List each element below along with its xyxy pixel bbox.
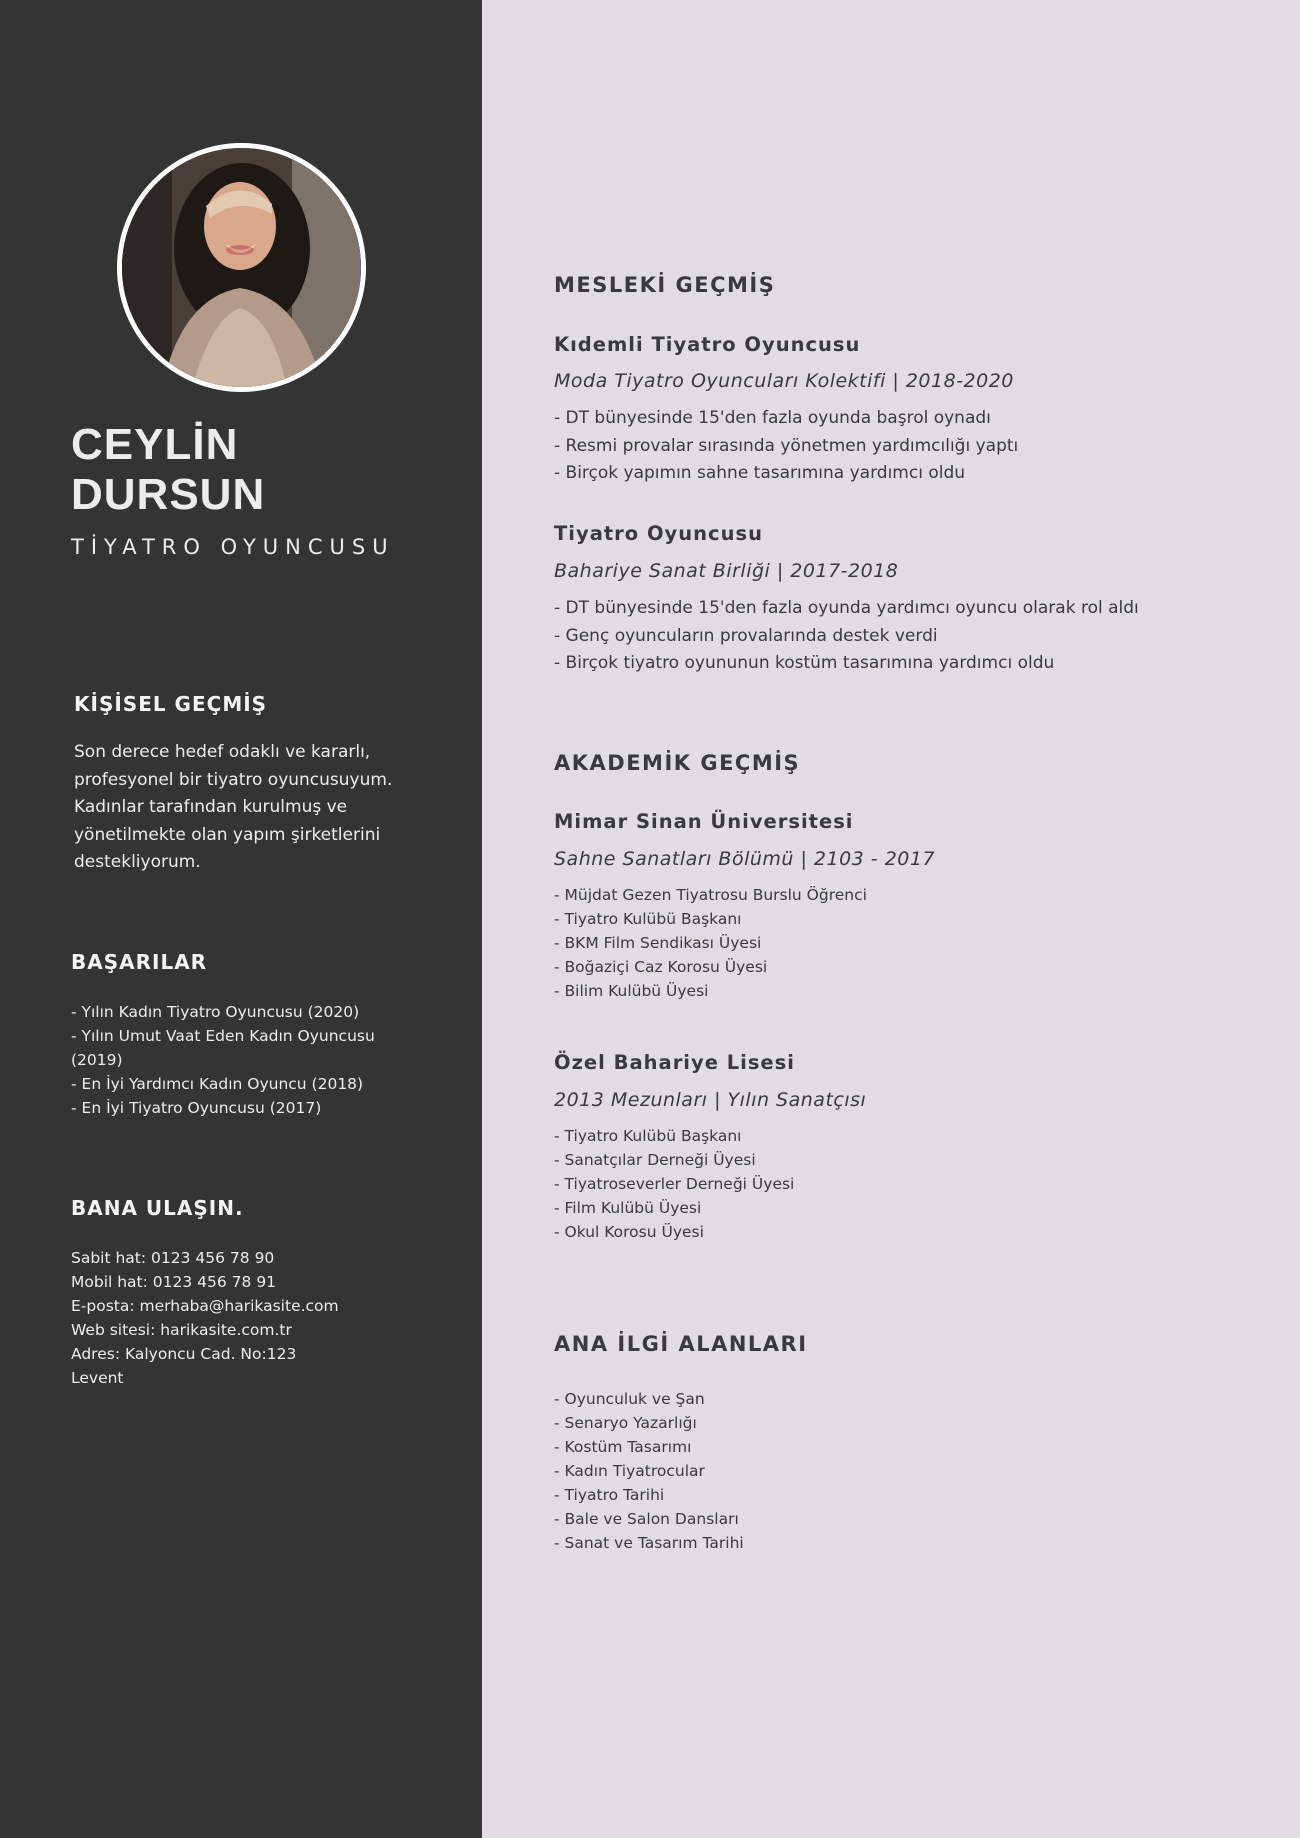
achievement-item: - En İyi Tiyatro Oyuncusu (2017) [71,1099,322,1117]
list-item: - Bale ve Salon Dansları [554,1510,739,1528]
first-name: CEYLİN [71,420,239,469]
school-title-2: Özel Bahariye Lisesi [554,1051,795,1074]
list-item: - Tiyatro Tarihi [554,1486,665,1504]
achievements-heading: BAŞARILAR [71,950,208,974]
contact-list [71,1246,421,1390]
list-item: - DT bünyesinde 15'den fazla oyunda başrol oynadı [554,408,991,428]
list-item: - Birçok tiyatro oyununun kostüm tasarımına yardımcı oldu [554,653,1055,673]
contact-phone: Sabit hat: 0123 456 78 90 [71,1249,275,1267]
personal-heading: KİŞİSEL GEÇMİŞ [74,692,268,716]
list-item: - Sanat ve Tasarım Tarihi [554,1534,744,1552]
list-item: - Boğaziçi Caz Korosu Üyesi [554,958,768,976]
list-item: - BKM Film Sendikası Üyesi [554,934,762,952]
profile-photo-illustration [122,148,361,387]
education-heading: AKADEMİK GEÇMİŞ [554,751,801,775]
achievement-item: (2019) [71,1051,123,1069]
sidebar [0,0,482,1838]
job-company-2: Bahariye Sanat Birliği | 2017-2018 [554,560,899,582]
achievements-list [71,1000,421,1120]
list-item: - Bilim Kulübü Üyesi [554,982,709,1000]
job-company-1: Moda Tiyatro Oyuncuları Kolektifi | 2018-2020 [554,370,1014,392]
main-column [482,0,1300,1838]
interests-heading: ANA İLGİ ALANLARI [554,1332,808,1356]
interests-list [554,1387,744,1555]
contact-heading: BANA ULAŞIN. [71,1196,244,1220]
list-item: - Kadın Tiyatrocular [554,1462,705,1480]
list-item: - Birçok yapımın sahne tasarımına yardımcı oldu [554,463,966,483]
list-item: - Okul Korosu Üyesi [554,1223,704,1241]
list-item: - Kostüm Tasarımı [554,1438,692,1456]
list-item: - Senaryo Yazarlığı [554,1414,697,1432]
achievement-item: - Yılın Kadın Tiyatro Oyuncusu (2020) [71,1003,360,1021]
contact-website: Web sitesi: harikasite.com.tr [71,1321,292,1339]
achievement-item: - En İyi Yardımcı Kadın Oyuncu (2018) [71,1075,364,1093]
list-item: - Oyunculuk ve Şan [554,1390,705,1408]
list-item: - Resmi provalar sırasında yönetmen yardımcılığı yaptı [554,435,1019,456]
candidate-name [71,420,431,520]
profile-photo [117,143,366,392]
list-item: - Sanatçılar Derneği Üyesi [554,1151,756,1169]
last-name: DURSUN [71,470,266,519]
school-subtitle-2: 2013 Mezunları | Yılın Sanatçısı [554,1089,867,1111]
contact-address-line2: Levent [71,1369,124,1387]
personal-summary: Son derece hedef odaklı ve kararlı, profesyonel bir tiyatro oyuncusuyum. Kadınlar tarafından kurulmuş ve yönetilmekte olan yapım şirketlerini destekliyorum. [74,742,393,872]
list-item: - Tiyatro Kulübü Başkanı [554,910,742,928]
job-title-1: Kıdemli Tiyatro Oyuncusu [554,333,861,356]
contact-email: E-posta: merhaba@harikasite.com [71,1297,339,1315]
list-item: - Tiyatro Kulübü Başkanı [554,1127,742,1145]
school-title-1: Mimar Sinan Üniversitesi [554,810,854,833]
school-activities-1 [554,883,867,1003]
job-duties-2 [554,595,1139,678]
job-title-2: Tiyatro Oyuncusu [554,522,763,545]
contact-mobile: Mobil hat: 0123 456 78 91 [71,1273,277,1291]
list-item: - Müjdat Gezen Tiyatrosu Burslu Öğrenci [554,886,867,904]
list-item: - DT bünyesinde 15'den fazla oyunda yardımcı oyuncu olarak rol aldı [554,598,1139,618]
school-activities-2 [554,1124,794,1244]
contact-address: Adres: Kalyoncu Cad. No:123 [71,1345,297,1363]
school-subtitle-1: Sahne Sanatları Bölümü | 2103 - 2017 [554,848,936,870]
job-title: TİYATRO OYUNCUSU [71,535,395,559]
job-duties-1 [554,405,1018,488]
list-item: - Film Kulübü Üyesi [554,1199,702,1217]
experience-heading: MESLEKİ GEÇMİŞ [554,273,776,297]
list-item: - Genç oyuncuların provalarında destek verdi [554,625,938,646]
list-item: - Tiyatroseverler Derneği Üyesi [554,1175,795,1193]
achievement-item: - Yılın Umut Vaat Eden Kadın Oyuncusu [71,1027,375,1045]
